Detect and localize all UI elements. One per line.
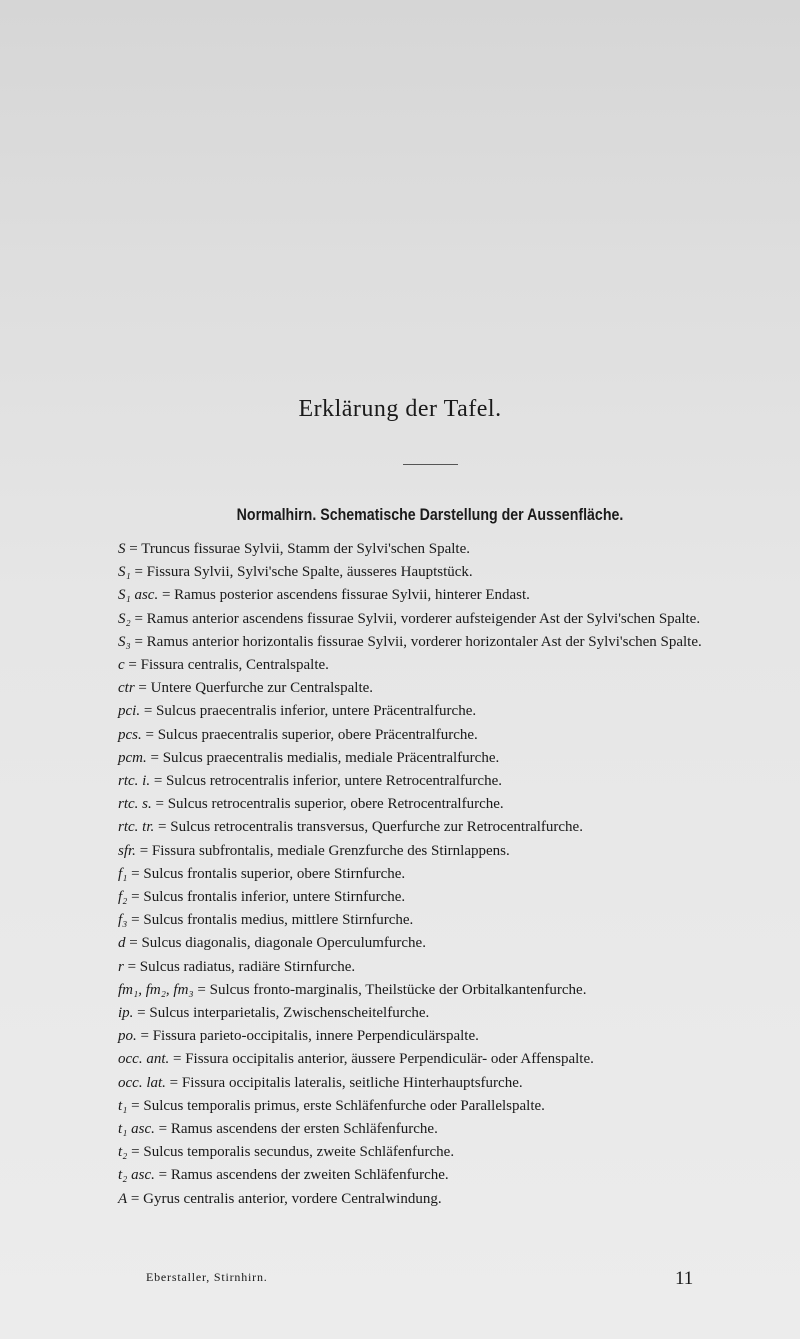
legend-entry (118, 909, 746, 932)
entry-abbreviation: pcs. (118, 726, 142, 743)
entry-abbreviation: f₃ (118, 912, 128, 929)
entry-text: = Gyrus centralis anterior, vordere Centralwindung. (130, 1190, 442, 1207)
entry-abbreviation: sfr. (118, 842, 136, 859)
entry-abbreviation: S₂ (118, 610, 131, 627)
entry-text: = Ramus ascendens der ersten Schläfenfurche. (158, 1121, 438, 1138)
legend-entry (118, 608, 746, 631)
entry-abbreviation: po. (118, 1028, 137, 1045)
legend-entry (118, 1095, 746, 1118)
legend-entry (118, 886, 746, 909)
legend-entry (118, 700, 746, 723)
page-title: Erklärung der Tafel. (298, 396, 502, 422)
entry-text: = Sulcus frontalis superior, obere Stirnfurche. (131, 865, 406, 882)
legend-entry (118, 538, 746, 561)
entry-abbreviation: rtc. s. (118, 796, 152, 813)
entry-text: = Sulcus praecentralis medialis, mediale Präcentralfurche. (150, 749, 500, 766)
entry-abbreviation: t₁ asc. (118, 1121, 155, 1138)
legend-entry (118, 677, 746, 700)
entry-text: = Fissura centralis, Centralspalte. (128, 657, 329, 674)
entry-text: = Ramus ascendens der zweiten Schläfenfurche. (158, 1167, 449, 1184)
page-subtitle: Normalhirn. Schematische Darstellung der Aussenfläche. (236, 506, 624, 524)
entry-text: = Ramus anterior horizontalis fissurae Sylvii, vorderer horizontaler Ast der Sylvi'schen Spalte. (134, 633, 702, 650)
entry-text: = Sulcus interparietalis, Zwischenscheitelfurche. (137, 1005, 430, 1022)
entry-text: = Sulcus diagonalis, diagonale Operculumfurche. (129, 935, 426, 952)
entry-text: = Fissura parieto-occipitalis, innere Perpendiculärspalte. (140, 1028, 479, 1045)
entry-abbreviation: t₂ asc. (118, 1167, 155, 1184)
legend-list (118, 538, 746, 1211)
legend-entry (118, 1002, 746, 1025)
entry-text: = Fissura occipitalis anterior, äussere Perpendiculär- oder Affenspalte. (172, 1051, 594, 1068)
entry-abbreviation: rtc. tr. (118, 819, 155, 836)
legend-entry (118, 654, 746, 677)
entry-text: = Sulcus fronto-marginalis, Theilstücke der Orbitalkantenfurche. (197, 981, 587, 998)
entry-abbreviation: rtc. i. (118, 773, 151, 790)
legend-entry (118, 584, 746, 607)
entry-abbreviation: S (118, 541, 126, 557)
legend-entry (118, 1118, 746, 1141)
entry-text: = Sulcus frontalis medius, mittlere Stirnfurche. (131, 912, 414, 929)
legend-entry (118, 816, 746, 839)
legend-entry (118, 840, 746, 863)
entry-abbreviation: d (118, 935, 126, 952)
legend-entry (118, 1072, 746, 1095)
entry-text: = Sulcus retrocentralis transversus, Querfurche zur Retrocentralfurche. (158, 819, 583, 836)
entry-abbreviation: ip. (118, 1005, 134, 1022)
entry-abbreviation: t₂ (118, 1144, 128, 1161)
running-footer: Eberstaller, Stirnhirn. (146, 1270, 268, 1284)
legend-entry (118, 1164, 746, 1187)
legend-entry (118, 561, 746, 584)
legend-entry (118, 1025, 746, 1048)
entry-text: = Sulcus praecentralis superior, obere Präcentralfurche. (145, 726, 478, 743)
legend-entry (118, 863, 746, 886)
entry-abbreviation: f₂ (118, 889, 128, 906)
entry-abbreviation: S₁ (118, 564, 131, 581)
legend-entry (118, 1048, 746, 1071)
entry-abbreviation: f₁ (118, 865, 128, 882)
entry-text: = Truncus fissurae Sylvii, Stamm der Sylvi'schen Spalte. (129, 541, 470, 557)
legend-entry (118, 724, 746, 747)
entry-text: = Fissura Sylvii, Sylvi'sche Spalte, äusseres Hauptstück. (134, 564, 473, 581)
legend-entry (118, 1188, 746, 1211)
legend-entry (118, 932, 746, 955)
legend-entry (118, 747, 746, 770)
entry-abbreviation: t₁ (118, 1097, 128, 1114)
legend-entry (118, 979, 746, 1002)
entry-text: = Ramus posterior ascendens fissurae Sylvii, hinterer Endast. (161, 587, 530, 604)
entry-abbreviation: S₁ asc. (118, 587, 159, 604)
entry-text: = Fissura subfrontalis, mediale Grenzfurche des Stirnlappens. (139, 842, 510, 859)
entry-text: = Sulcus retrocentralis superior, obere Retrocentralfurche. (155, 796, 504, 813)
legend-entry (118, 1141, 746, 1164)
entry-text: = Untere Querfurche zur Centralspalte. (138, 680, 374, 697)
title-divider (403, 464, 458, 465)
legend-entry (118, 631, 746, 654)
page-number: 11 (675, 1268, 694, 1289)
entry-text: = Sulcus radiatus, radiäre Stirnfurche. (127, 958, 356, 975)
entry-abbreviation: pcm. (118, 749, 147, 766)
entry-abbreviation: fm₁, fm₂, fm₃ (118, 981, 194, 998)
entry-abbreviation: S₃ (118, 633, 131, 650)
legend-entry (118, 770, 746, 793)
entry-text: = Sulcus retrocentralis inferior, untere Retrocentralfurche. (153, 773, 502, 790)
entry-text: = Sulcus praecentralis inferior, untere Präcentralfurche. (143, 703, 477, 720)
entry-abbreviation: r (118, 958, 124, 975)
entry-abbreviation: occ. ant. (118, 1051, 170, 1068)
entry-text: = Ramus anterior ascendens fissurae Sylvii, vorderer aufsteigender Ast der Sylvi'schen Spalte. (134, 610, 701, 627)
entry-abbreviation: A (118, 1190, 128, 1207)
entry-text: = Sulcus temporalis primus, erste Schläfenfurche oder Parallelspalte. (131, 1097, 545, 1114)
entry-abbreviation: occ. lat. (118, 1074, 166, 1091)
entry-text: = Sulcus temporalis secundus, zweite Schläfenfurche. (131, 1144, 455, 1161)
entry-abbreviation: pci. (118, 703, 141, 720)
legend-entry (118, 793, 746, 816)
entry-abbreviation: c (118, 657, 125, 674)
entry-text: = Fissura occipitalis lateralis, seitliche Hinterhauptsfurche. (169, 1074, 523, 1091)
entry-abbreviation: ctr (118, 680, 135, 697)
entry-text: = Sulcus frontalis inferior, untere Stirnfurche. (131, 889, 406, 906)
legend-entry (118, 956, 746, 979)
